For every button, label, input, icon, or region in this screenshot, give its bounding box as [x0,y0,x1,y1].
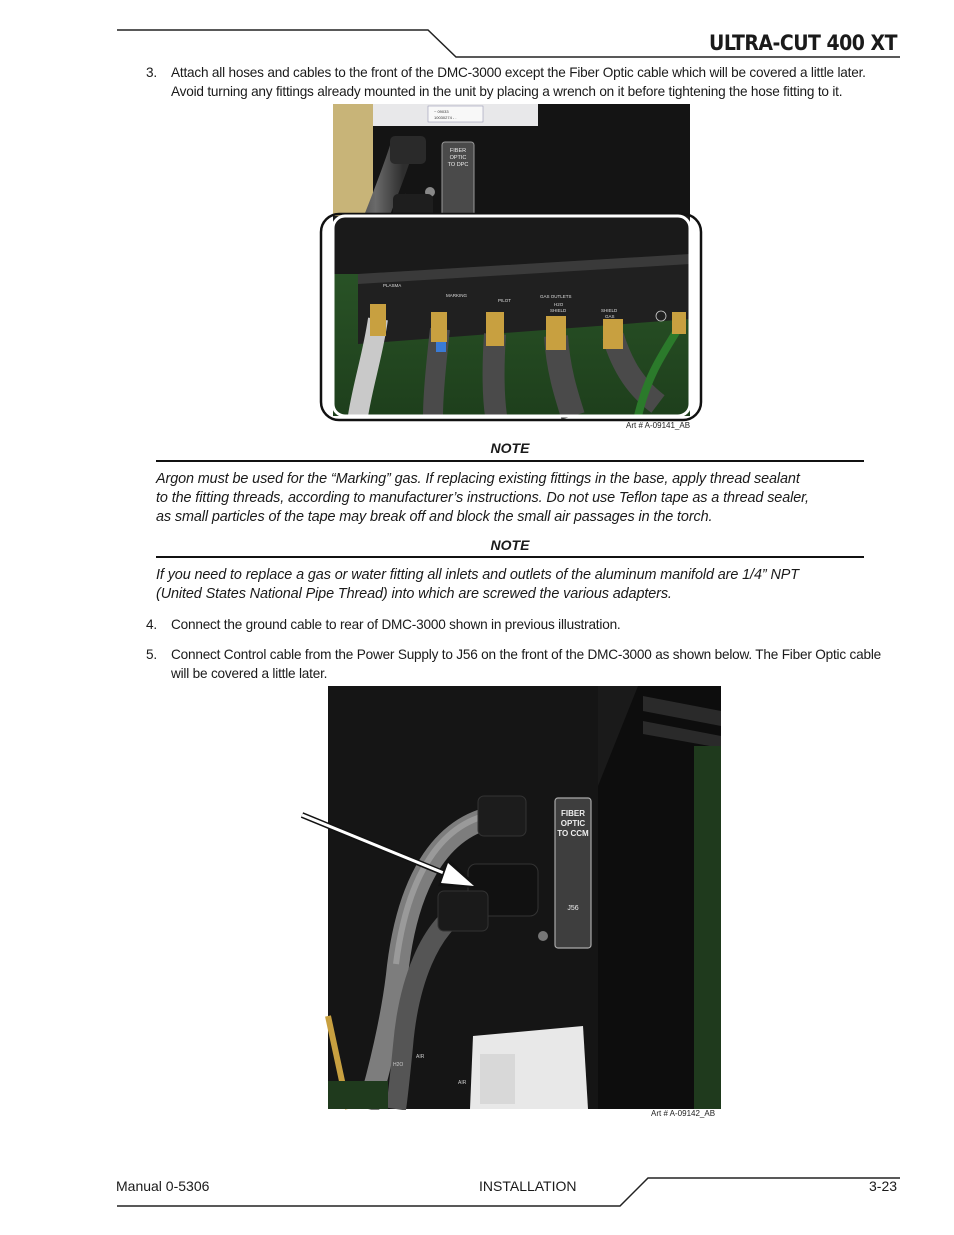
manifold-label: MARKING [446,293,468,298]
manifold-label: GAS OUTLETS [540,294,572,299]
figure-caption: Art # A-09142_AB [651,1109,716,1118]
note-line: as small particles of the tape may break off and block the small air passages in the torch. [156,509,713,525]
step-text [171,615,906,634]
note-line: (United States National Pipe Thread) into which are screwed the various adapters. [156,586,672,602]
lower-label: H2O [393,1062,404,1068]
note-rule [156,460,864,462]
lower-label: AIR [458,1080,467,1086]
footer-manual-number: Manual 0-5306 [116,1178,210,1194]
footer-section: INSTALLATION [479,1178,577,1194]
figure-caption: Art # A-09141_AB [626,421,691,430]
panel-label-line: FIBER [561,809,585,818]
step-line: Connect Control cable from the Power Supply to J56 on the front of the DMC-3000 as shown below. The Fiber Optic cable [171,647,882,662]
sticker-line: ~ 09033 [434,109,449,114]
figure-gas-fittings-photo [318,104,706,422]
step-line: Avoid turning any fittings already mounted in the unit by placing a wrench on it before tightening the hose fitting to it. [171,84,843,99]
connector-label: J56 [567,905,579,912]
page-title: ULTRA-CUT 400 XT [709,31,897,55]
note-rule [156,556,864,558]
note-title: NOTE [490,537,530,553]
step-number: 3. [146,65,157,80]
note-line: If you need to replace a gas or water fitting all inlets and outlets of the aluminum manifold are 1/4” NPT [156,567,799,583]
step-text [171,645,906,683]
step-line: will be covered a little later. [171,666,328,681]
figure-control-cable-photo [298,686,722,1110]
panel-label-line: OPTIC [560,819,586,828]
note-title: NOTE [490,440,530,456]
note-text [156,566,868,604]
manifold-label: PLASMA [383,283,402,288]
lower-label: AIR [416,1054,425,1060]
manifold-label: SHIELD [601,308,618,313]
manifold-label: PILOT [498,298,512,303]
note-text [156,470,868,527]
step-number: 4. [146,617,157,632]
footer-page-number: 3-23 [869,1178,898,1194]
step-line: Attach all hoses and cables to the front of the DMC-3000 except the Fiber Optic cable which will be covered a little later. [171,65,866,80]
step-number: 5. [146,647,157,662]
panel-label-line: FIBER [449,148,467,154]
sticker-line: 10030274 - . [434,115,457,120]
panel-label-line: TO CCM [557,829,589,838]
step-line: Connect the ground cable to rear of DMC-3000 shown in previous illustration. [171,617,621,632]
manifold-label: GAS [605,314,615,319]
note-line: Argon must be used for the “Marking” gas. If replacing existing fittings in the base, apply thread sealant [156,471,800,487]
manifold-label: SHIELD [550,308,567,313]
note-line: to the fitting threads, according to manufacturer’s instructions. Do not use Teflon tape as a thread sealer, [156,490,809,506]
panel-label-line: TO DPC [447,162,469,168]
panel-label-line: OPTIC [449,155,467,161]
manifold-label: H2O [554,302,564,307]
step-text [171,63,906,101]
